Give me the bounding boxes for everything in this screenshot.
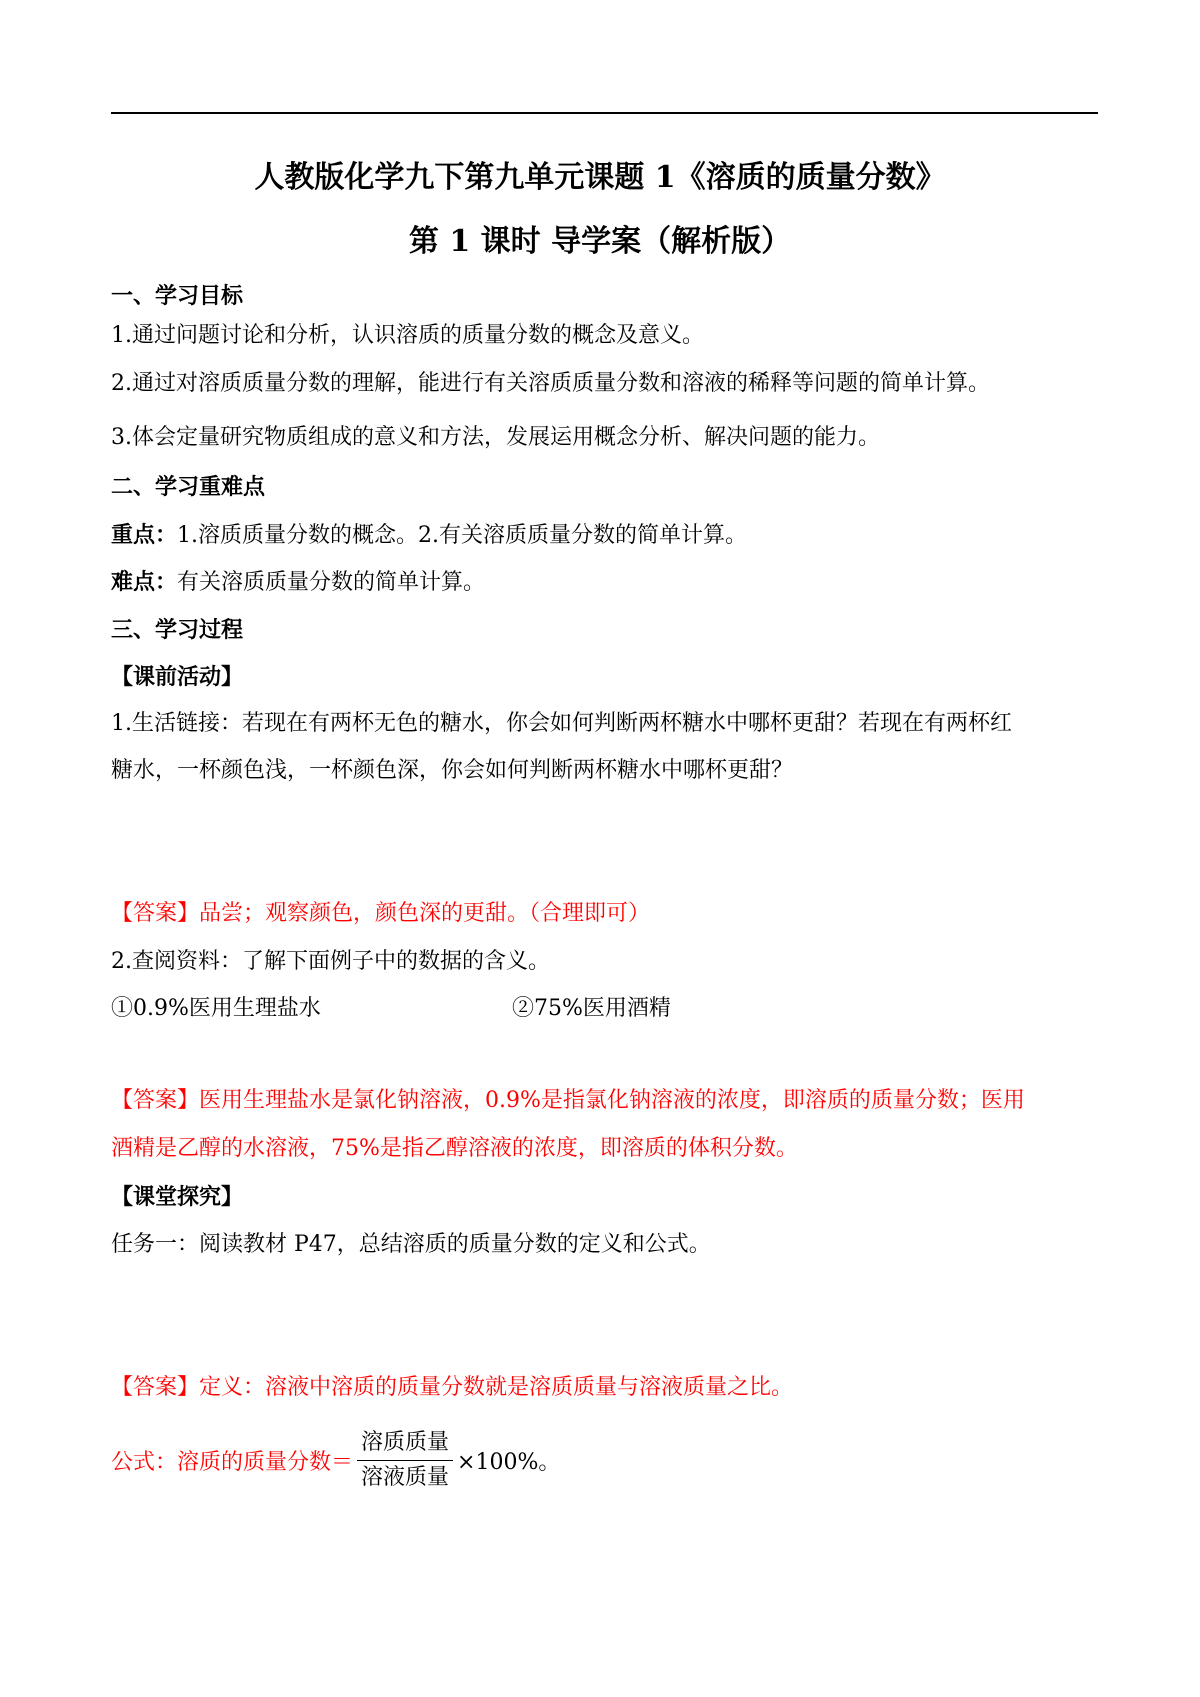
formula-numerator: 溶质质量 [357, 1430, 453, 1461]
formula-suffix: ×100%。 [457, 1449, 561, 1475]
key-point-text: 1.溶质质量分数的概念。2.有关溶质质量分数的简单计算。 [177, 523, 747, 548]
question-1-line-2: 糖水，一杯颜色浅，一杯颜色深，你会如何判断两杯糖水中哪杯更甜？ [111, 758, 794, 783]
key-point-label: 重点： [111, 522, 178, 548]
preclass-heading: 【课前活动】 [111, 664, 244, 690]
difficult-point-label: 难点： [111, 569, 178, 595]
key-point-line [111, 520, 747, 551]
answer-2-line-2: 酒精是乙醇的水溶液，75%是指乙醇溶液的浓度，即溶质的体积分数。 [111, 1136, 798, 1161]
formula-denominator: 溶液质量 [361, 1464, 450, 1490]
objective-item: 2.通过对溶质质量分数的理解，能进行有关溶质质量分数和溶液的稀释等问题的简单计算。 [111, 371, 990, 396]
formula-line [111, 1425, 560, 1495]
difficult-point-line [111, 567, 485, 598]
difficult-point-text: 有关溶质质量分数的简单计算。 [177, 570, 486, 595]
objective-item: 3.体会定量研究物质组成的意义和方法，发展运用概念分析、解决问题的能力。 [111, 425, 880, 450]
section-heading-objectives: 一、学习目标 [111, 283, 244, 309]
answer-3-definition: 【答案】定义：溶液中溶质的质量分数就是溶质质量与溶液质量之比。 [111, 1375, 794, 1400]
section-heading-process: 三、学习过程 [111, 617, 244, 643]
question-2-item-2: ②75%医用酒精 [512, 996, 671, 1021]
formula-prefix: 公式：溶质的质量分数＝ [111, 1449, 354, 1475]
task-1: 任务一：阅读教材 P47，总结溶质的质量分数的定义和公式。 [111, 1232, 711, 1257]
question-1-line-1: 1.生活链接：若现在有两杯无色的糖水，你会如何判断两杯糖水中哪杯更甜？若现在有两杯红 [111, 711, 1012, 736]
document-title: 人教版化学九下第九单元课题 1《溶质的质量分数》 [254, 160, 946, 195]
formula-fraction [357, 1430, 453, 1491]
question-2: 2.查阅资料：了解下面例子中的数据的含义。 [111, 949, 550, 974]
objective-item: 1.通过问题讨论和分析，认识溶质的质量分数的概念及意义。 [111, 323, 704, 348]
header-rule [111, 112, 1098, 114]
answer-1: 【答案】品尝；观察颜色，颜色深的更甜。（合理即可） [111, 901, 651, 926]
document-subtitle: 第 1 课时 导学案（解析版） [408, 224, 792, 259]
inclass-heading: 【课堂探究】 [111, 1184, 244, 1210]
question-2-item-1: ①0.9%医用生理盐水 [111, 996, 321, 1021]
section-heading-key-points: 二、学习重难点 [111, 474, 266, 500]
answer-2-line-1: 【答案】医用生理盐水是氯化钠溶液，0.9%是指氯化钠溶液的浓度，即溶质的质量分数；医用 [111, 1088, 1025, 1113]
